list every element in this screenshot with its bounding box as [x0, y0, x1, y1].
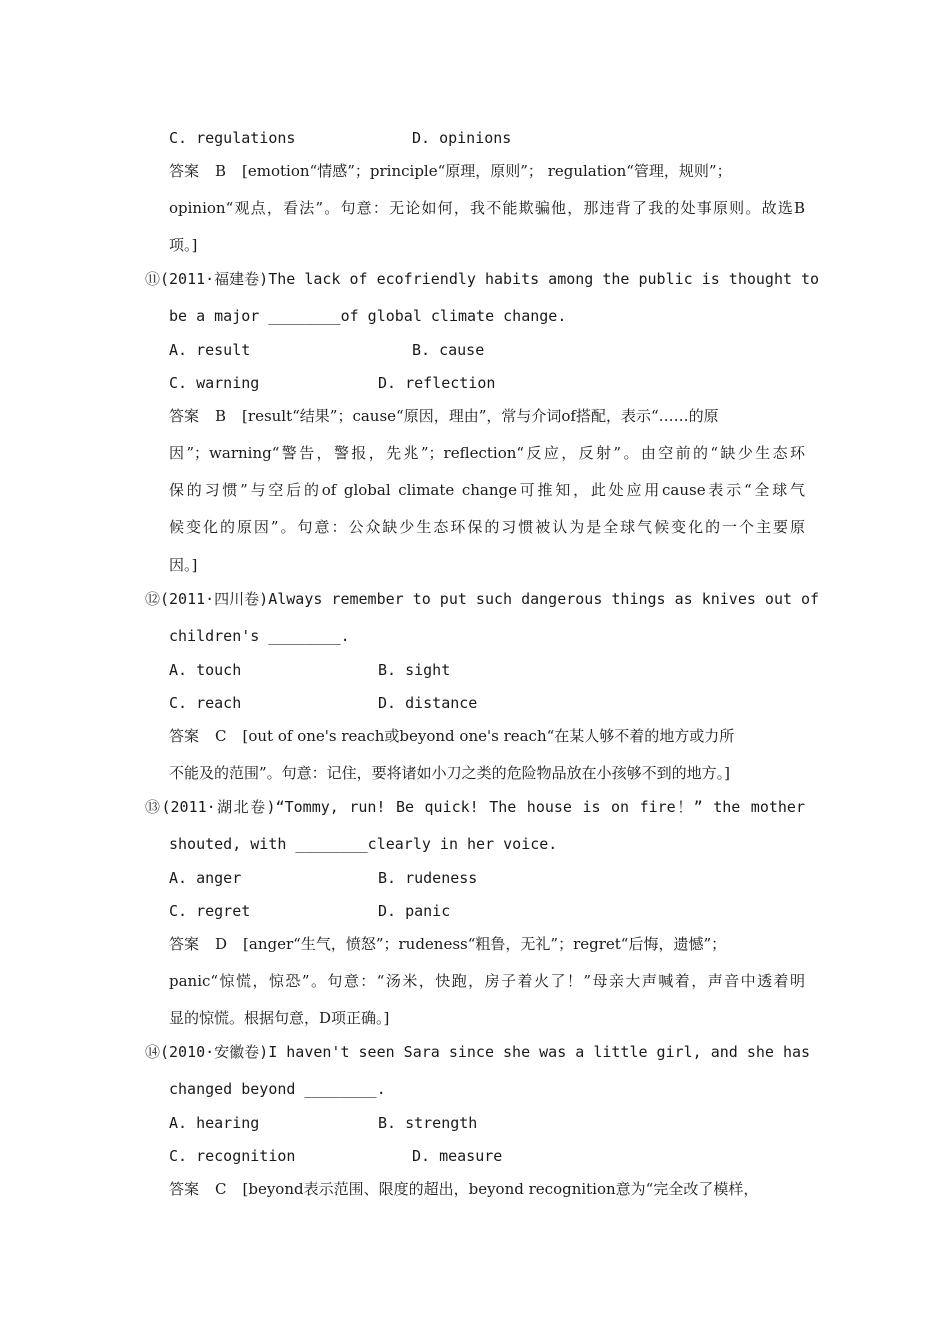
explanation-line: 保的习惯”与空后的of global climate change可推知，此处应用cause表示“全球气 — [169, 481, 805, 499]
q12-option-c: C. reach — [169, 694, 242, 712]
q11-option-a: A. result — [169, 341, 251, 359]
explanation-line: 项。] — [169, 236, 198, 254]
answer-key: B — [215, 162, 227, 180]
explanation-line: [anger“生气，愤怒”；rudeness“粗鲁，无礼”；regret“后悔，遗憾”； — [243, 935, 727, 953]
q11-option-d: D. reflection — [378, 374, 496, 392]
q14-option-c: C. recognition — [169, 1147, 296, 1165]
answer-label: 答案 — [169, 1180, 200, 1198]
answer-label: 答案 — [169, 935, 200, 953]
explanation-line: [emotion“情感”；principle“原理，原则”； regulation“管理，规则”； — [242, 162, 732, 180]
q13-option-c: C. regret — [169, 902, 251, 920]
answer-label: 答案 — [169, 407, 200, 425]
explanation-line: 因”；warning“警告，警报，先兆”；reflection“反应，反射”。由空前的“缺少生态环 — [169, 444, 805, 462]
explanation-line: [out of one's reach或beyond one's reach“在某人够不着的地方或力所 — [242, 727, 735, 745]
q14-option-a: A. hearing — [169, 1114, 260, 1132]
explanation-line: [result“结果”；cause“原因，理由”，常与介词of搭配，表示“……的原 — [242, 407, 719, 425]
explanation-line: 显的惊慌。根据句意，D项正确。] — [169, 1009, 390, 1027]
q13-option-d: D. panic — [378, 902, 451, 920]
explanation-line: [beyond表示范围、限度的超出，beyond recognition意为“完全改了模样， — [242, 1180, 759, 1198]
q12-option-b: B. sight — [378, 661, 451, 679]
answer-label: 答案 — [169, 162, 200, 180]
q11-option-c: C. warning — [169, 374, 260, 392]
q11-stem-line: ⑪(2011·福建卷)The lack of ecofriendly habits among the public is thought to — [145, 270, 820, 288]
q14-option-d: D. measure — [412, 1147, 503, 1165]
q14-option-b: B. strength — [378, 1114, 478, 1132]
q13-stem-line: shouted, with ________clearly in her voice. — [169, 835, 558, 853]
q14-stem-line: ⑭(2010·安徽卷)I haven't seen Sara since she was a little girl, and she has — [145, 1043, 811, 1061]
explanation-line: opinion“观点，看法”。句意：无论如何，我不能欺骗他，那违背了我的处事原则。故选B — [169, 199, 805, 217]
explanation-line: 不能及的范围”。句意：记住，要将诸如小刀之类的危险物品放在小孩够不到的地方。] — [169, 764, 731, 782]
answer-key: D — [215, 935, 228, 953]
q12-option-a: A. touch — [169, 661, 242, 679]
q10-answer — [169, 161, 732, 181]
explanation-line: panic“惊慌，惊恐”。句意：“汤米，快跑，房子着火了！”母亲大声喊着，声音中透着明 — [169, 972, 805, 990]
q13-answer — [169, 934, 726, 954]
explanation-line: 候变化的原因”。句意：公众缺少生态环保的习惯被认为是全球气候变化的一个主要原 — [169, 518, 805, 536]
q13-stem-line: ⑬(2011·湖北卷)“Tommy, run! Be quick! The house is on fire！” the mother — [145, 798, 805, 816]
q10-option-c: C. regulations — [169, 129, 296, 147]
explanation-line: 因。] — [169, 556, 198, 574]
answer-key: B — [215, 407, 227, 425]
q14-answer — [169, 1179, 758, 1199]
q12-stem-line: ⑫(2011·四川卷)Always remember to put such dangerous things as knives out of — [145, 590, 820, 608]
answer-label: 答案 — [169, 727, 200, 745]
q11-option-b: B. cause — [412, 341, 485, 359]
answer-key: C — [215, 727, 227, 745]
answer-key: C — [215, 1180, 227, 1198]
q13-option-a: A. anger — [169, 869, 242, 887]
q12-stem-line: children's ________. — [169, 627, 350, 645]
q10-option-d: D. opinions — [412, 129, 512, 147]
q11-stem-line: be a major ________of global climate change. — [169, 307, 567, 325]
q12-option-d: D. distance — [378, 694, 478, 712]
q12-answer — [169, 726, 734, 746]
q11-answer — [169, 406, 719, 426]
q13-option-b: B. rudeness — [378, 869, 478, 887]
q14-stem-line: changed beyond ________. — [169, 1080, 386, 1098]
